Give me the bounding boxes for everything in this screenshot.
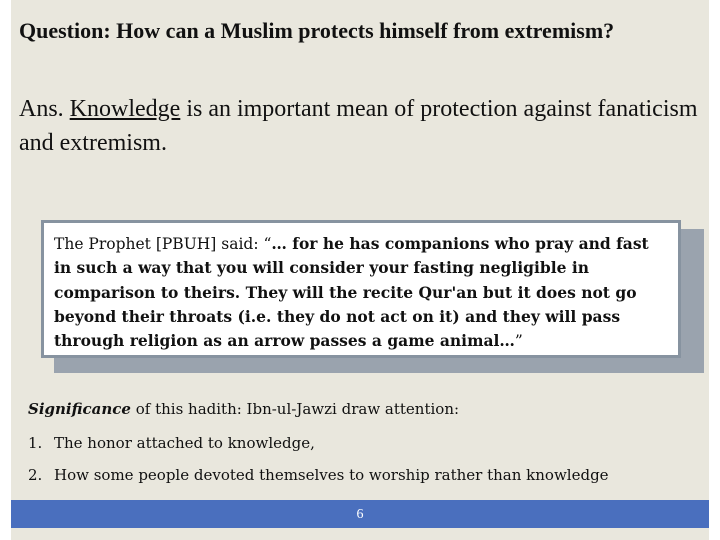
answer-keyword: Knowledge — [69, 96, 181, 122]
list-item-text: The honor attached to knowledge, — [54, 434, 315, 452]
significance-label: Significance — [28, 400, 131, 418]
answer-text — [19, 92, 699, 160]
list-item-number: 2. — [28, 466, 43, 484]
quote-intro: The Prophet [PBUH] said: “ — [54, 235, 272, 253]
slide — [11, 0, 709, 540]
significance-line — [28, 400, 698, 418]
answer-rest: is an important mean of protection against fanaticism and extremism. — [19, 96, 698, 156]
significance-list — [28, 433, 609, 497]
hadith-quote-box — [41, 220, 681, 358]
quote-close: ” — [514, 332, 523, 351]
footer-bar — [11, 500, 709, 528]
list-item — [28, 465, 609, 497]
answer-prefix: Ans. — [19, 96, 70, 122]
significance-text: of this hadith: Ibn-ul-Jawzi draw attention: — [130, 400, 460, 418]
list-item — [28, 433, 609, 465]
list-item-number: 1. — [28, 434, 43, 452]
list-item-text: How some people devoted themselves to worship rather than knowledge — [54, 466, 609, 484]
question-text: Question: How can a Muslim protects himself from extremism? — [19, 18, 615, 43]
quote-body: … for he has companions who pray and fast in such a way that you will consider your fasting negligible in comparison to theirs. They will the recite Qur'an but it does not go beyond their throats (i.e. they do not act on it) and they will pass through religion as an arrow passes a game animal… — [54, 234, 649, 351]
page-number: 6 — [356, 507, 364, 522]
